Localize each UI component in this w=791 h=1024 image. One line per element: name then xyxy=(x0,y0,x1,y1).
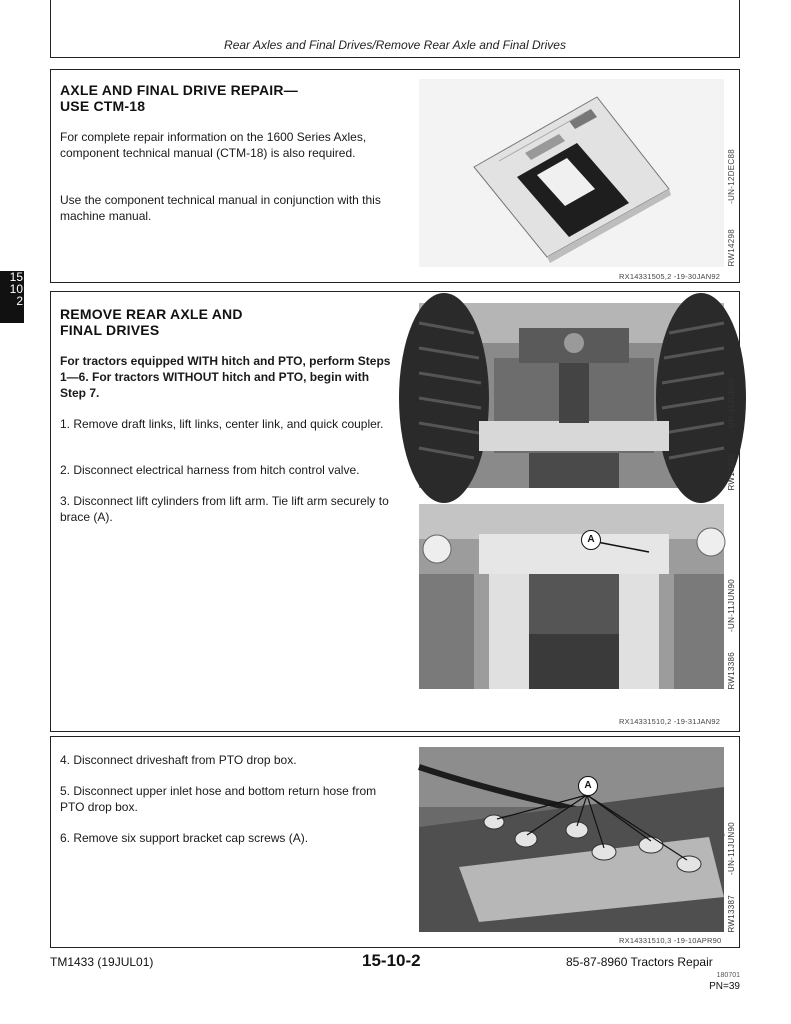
ctm-manual-photo xyxy=(419,79,736,267)
paragraph: Use the component technical manual in conjunction with this machine manual. xyxy=(60,193,381,223)
section-axle-repair xyxy=(50,69,740,283)
section-heading: REMOVE REAR AXLE AND FINAL DRIVES xyxy=(60,306,243,338)
image-code: RW14298 xyxy=(727,229,736,267)
step-item: 5. Disconnect upper inlet hose and bottom return hose from PTO drop box. xyxy=(60,784,377,814)
manual-book-illustration xyxy=(419,79,724,267)
image-date-code: -UN-11JUN90 xyxy=(727,378,736,431)
callout-a: A xyxy=(581,530,601,550)
image-code: RW13422 xyxy=(727,453,736,491)
reference-code: RX14331510,2 -19-31JAN92 xyxy=(619,717,721,726)
step-item: 3. Disconnect lift cylinders from lift arm. Tie lift arm securely to brace (A). xyxy=(60,494,389,524)
cap-screws-illustration xyxy=(419,747,724,932)
section-pto-drop-box xyxy=(50,736,740,948)
image-code: RW13386 xyxy=(727,652,736,690)
lift-arm-illustration xyxy=(419,504,724,689)
footer-model: 85-87-8960 Tractors Repair xyxy=(566,955,713,969)
tab-section: 10 xyxy=(9,282,23,296)
page-header-title: Rear Axles and Final Drives/Remove Rear Axle and Final Drives xyxy=(224,38,566,52)
step-item: 1. Remove draft links, lift links, center link, and quick coupler. xyxy=(60,417,384,431)
section-heading: AXLE AND FINAL DRIVE REPAIR— USE CTM-18 xyxy=(60,82,298,114)
footer-page-number: 15-10-2 xyxy=(362,951,421,970)
footer-code: 180701 xyxy=(716,972,740,979)
reference-code: RX14331505,2 -19-30JAN92 xyxy=(619,272,721,281)
image-code: RW13387 xyxy=(727,895,736,933)
paragraph: For complete repair information on the 1600 Series Axles, component technical manual (CTM-18) is also required. xyxy=(60,130,367,160)
image-date-code: -UN-11JUN90 xyxy=(727,579,736,632)
footer-pn: PN=39 xyxy=(709,981,740,992)
section-tab xyxy=(0,271,24,323)
step-item: 4. Disconnect driveshaft from PTO drop box. xyxy=(60,753,297,767)
image-date-code: -UN-12DEC88 xyxy=(727,149,736,204)
tractor-rear-illustration xyxy=(419,303,724,488)
step-item: 2. Disconnect electrical harness from hitch control valve. xyxy=(60,463,360,477)
intro-paragraph: For tractors equipped WITH hitch and PTO, perform Steps 1—6. For tractors WITHOUT hitch and PTO, begin with Step 7. xyxy=(60,354,391,400)
reference-code: RX14331510,3 -19-10APR90 xyxy=(619,936,722,945)
section-remove-rear-axle xyxy=(50,291,740,732)
callout-a: A xyxy=(578,776,598,796)
lift-arm-brace-photo xyxy=(419,504,736,690)
tab-page: 2 xyxy=(16,294,23,308)
image-date-code: -UN-11JUN90 xyxy=(727,822,736,875)
footer-doc-id: TM1433 (19JUL01) xyxy=(50,955,154,969)
tractor-rear-photo xyxy=(419,303,736,491)
step-item: 6. Remove six support bracket cap screws (A). xyxy=(60,831,309,845)
tab-group: 15 xyxy=(9,270,23,284)
pto-cap-screws-photo xyxy=(419,747,736,933)
